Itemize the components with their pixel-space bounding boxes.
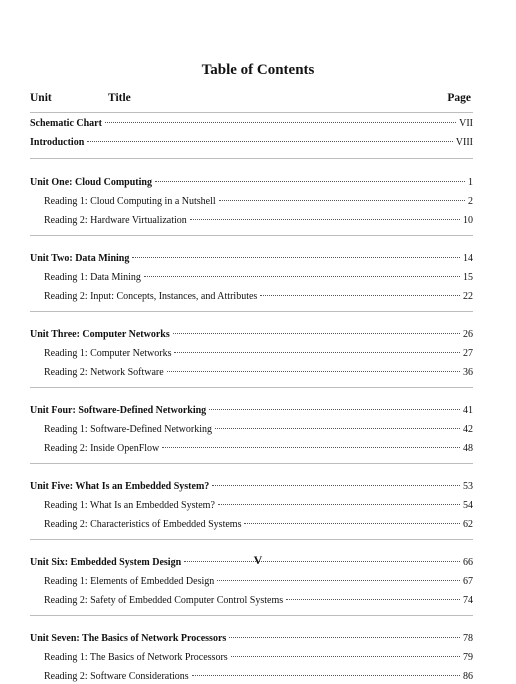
section-divider bbox=[30, 463, 473, 464]
section-divider bbox=[30, 615, 473, 616]
dot-leader bbox=[260, 294, 460, 296]
entry-label: Unit Seven: The Basics of Network Processors bbox=[30, 633, 227, 644]
entry-label: Reading 1: What Is an Embedded System? bbox=[44, 500, 215, 511]
toc-entry bbox=[30, 136, 473, 150]
toc-subentry bbox=[44, 499, 473, 513]
entry-label: Introduction bbox=[30, 137, 85, 148]
entry-page-number: 26 bbox=[463, 329, 473, 340]
entry-label: Unit Four: Software-Defined Networking bbox=[30, 405, 207, 416]
toc-subentry bbox=[44, 423, 473, 437]
entry-page-number: 27 bbox=[463, 348, 473, 359]
toc-subentry bbox=[44, 594, 473, 608]
entry-page-number: 48 bbox=[463, 443, 473, 454]
section-divider bbox=[30, 235, 473, 236]
entry-page-number: 15 bbox=[463, 272, 473, 283]
toc-entry bbox=[30, 117, 473, 131]
entry-page-number: 36 bbox=[463, 367, 473, 378]
entry-label: Reading 2: Characteristics of Embedded Systems bbox=[44, 519, 242, 530]
toc-entry bbox=[30, 176, 473, 190]
dot-leader bbox=[87, 140, 453, 142]
page-number: V bbox=[253, 553, 263, 567]
entry-page-number: 41 bbox=[463, 405, 473, 416]
dot-leader bbox=[192, 674, 460, 676]
entry-label: Reading 1: Computer Networks bbox=[44, 348, 172, 359]
dot-leader bbox=[215, 427, 460, 429]
toc-entry bbox=[30, 480, 473, 494]
dot-leader bbox=[144, 275, 460, 277]
section-divider bbox=[30, 112, 473, 113]
dot-leader bbox=[217, 579, 460, 581]
toc-subentry bbox=[44, 195, 473, 209]
entry-label: Reading 1: Data Mining bbox=[44, 272, 141, 283]
entry-label: Reading 2: Network Software bbox=[44, 367, 164, 378]
entry-label: Reading 1: Cloud Computing in a Nutshell bbox=[44, 196, 216, 207]
toc-subentry bbox=[44, 271, 473, 285]
toc-subentry bbox=[44, 442, 473, 456]
entry-page-number: 62 bbox=[463, 519, 473, 530]
entry-label: Reading 2: Hardware Virtualization bbox=[44, 215, 187, 226]
entry-page-number: 1 bbox=[468, 177, 473, 188]
column-header-unit: Unit bbox=[30, 92, 52, 104]
entry-page-number: 53 bbox=[463, 481, 473, 492]
entry-page-number: 42 bbox=[463, 424, 473, 435]
entry-label: Reading 1: The Basics of Network Processors bbox=[44, 652, 228, 663]
page-title: Table of Contents bbox=[201, 62, 315, 78]
entry-label: Reading 2: Inside OpenFlow bbox=[44, 443, 160, 454]
section-divider bbox=[30, 311, 473, 312]
dot-leader bbox=[167, 370, 460, 372]
entry-label: Schematic Chart bbox=[30, 118, 102, 129]
dot-leader bbox=[244, 522, 460, 524]
dot-leader bbox=[212, 484, 460, 486]
column-header-page: Page bbox=[447, 92, 471, 104]
dot-leader bbox=[286, 598, 460, 600]
toc-subentry bbox=[44, 651, 473, 665]
entry-label: Reading 2: Safety of Embedded Computer Control Systems bbox=[44, 595, 284, 606]
entry-label: Reading 2: Software Considerations bbox=[44, 671, 189, 682]
toc-subentry bbox=[44, 290, 473, 304]
column-header-title: Title bbox=[108, 92, 131, 104]
dot-leader bbox=[173, 332, 460, 334]
dot-leader bbox=[190, 218, 460, 220]
section-divider bbox=[30, 158, 473, 159]
toc-entry bbox=[30, 632, 473, 646]
entry-page-number: 2 bbox=[468, 196, 473, 207]
dot-leader bbox=[132, 256, 460, 258]
entry-page-number: 74 bbox=[463, 595, 473, 606]
dot-leader bbox=[209, 408, 460, 410]
entry-label: Reading 2: Input: Concepts, Instances, and Attributes bbox=[44, 291, 258, 302]
entry-label: Unit Three: Computer Networks bbox=[30, 329, 170, 340]
toc-subentry bbox=[44, 575, 473, 589]
toc-subentry bbox=[44, 366, 473, 380]
dot-leader bbox=[174, 351, 460, 353]
toc-entry bbox=[30, 328, 473, 342]
dot-leader bbox=[155, 180, 465, 182]
toc-entry bbox=[30, 252, 473, 266]
entry-page-number: VII bbox=[459, 118, 473, 129]
section-divider bbox=[30, 539, 473, 540]
toc-subentry bbox=[44, 518, 473, 532]
section-divider bbox=[30, 387, 473, 388]
dot-leader bbox=[105, 121, 456, 123]
entry-page-number: VIII bbox=[455, 137, 473, 148]
dot-leader bbox=[218, 503, 460, 505]
entry-label: Reading 1: Software-Defined Networking bbox=[44, 424, 213, 435]
dot-leader bbox=[162, 446, 460, 448]
entry-page-number: 86 bbox=[463, 671, 473, 682]
entry-page-number: 14 bbox=[463, 253, 473, 264]
column-header bbox=[30, 92, 471, 108]
entry-page-number: 79 bbox=[463, 652, 473, 663]
dot-leader bbox=[229, 636, 460, 638]
entry-page-number: 54 bbox=[463, 500, 473, 511]
entry-label: Unit Six: Embedded System Design bbox=[30, 557, 182, 568]
dot-leader bbox=[219, 199, 465, 201]
entry-page-number: 66 bbox=[463, 557, 473, 568]
entry-page-number: 10 bbox=[463, 215, 473, 226]
entry-label: Unit One: Cloud Computing bbox=[30, 177, 152, 188]
toc-subentry bbox=[44, 347, 473, 361]
entry-page-number: 78 bbox=[463, 633, 473, 644]
entry-label: Reading 1: Elements of Embedded Design bbox=[44, 576, 215, 587]
entry-label: Unit Five: What Is an Embedded System? bbox=[30, 481, 210, 492]
toc-subentry bbox=[44, 214, 473, 228]
entry-page-number: 67 bbox=[463, 576, 473, 587]
entry-page-number: 22 bbox=[463, 291, 473, 302]
dot-leader bbox=[231, 655, 460, 657]
entry-label: Unit Two: Data Mining bbox=[30, 253, 130, 264]
toc-subentry bbox=[44, 670, 473, 684]
toc-entry bbox=[30, 404, 473, 418]
